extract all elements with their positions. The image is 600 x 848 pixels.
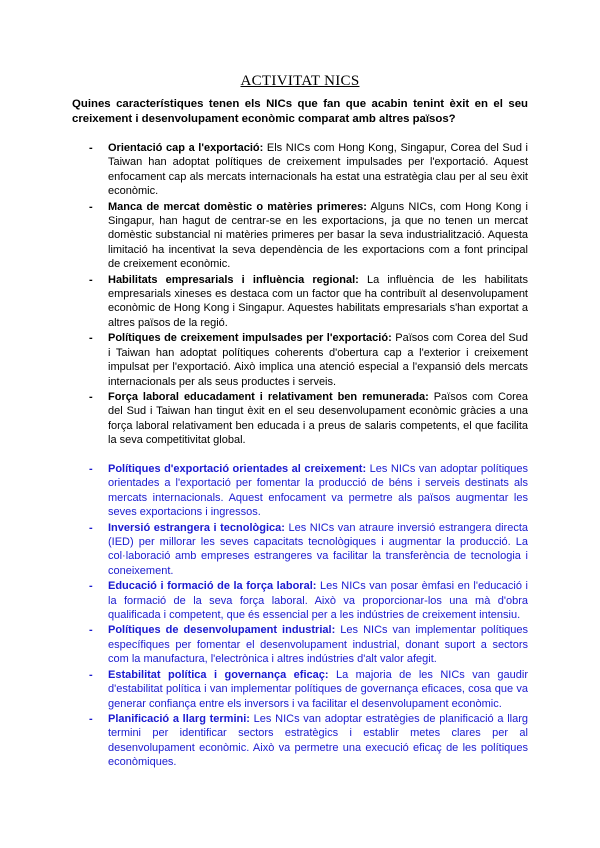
bullet-dash: - <box>89 624 93 637</box>
item-heading: Educació i formació de la força laboral: <box>108 580 317 593</box>
item-heading: Polítiques de desenvolupament industrial: <box>108 624 336 637</box>
list-item <box>72 273 528 331</box>
item-heading: Polítiques d'exportació orientades al creixement: <box>108 463 367 475</box>
item-heading: Orientació cap a l'exportació: <box>108 142 264 154</box>
list-item <box>72 141 528 199</box>
bullet-dash: - <box>89 142 93 154</box>
bullet-dash: - <box>89 273 93 286</box>
bullet-dash: - <box>89 521 93 534</box>
list-item <box>72 712 528 770</box>
list-item <box>72 668 528 711</box>
item-text: Països com Corea del Sud i Taiwan han tingut èxit en el seu desenvolupament econòmic gràcies a una força laboral relativament ben educada i a preus de salaris competents, el que facilita la seva competitivitat global. <box>108 390 528 447</box>
item-text: Els NICs com Hong Kong, Singapur, Corea del Sud i Taiwan han adoptat polítiques de creixement impulsades per l'exportació. Aquest enfocament cap als mercats internacionals ha estat una estratègia clau per al seu èxit econòmic. <box>108 142 529 198</box>
item-text: La majoria de les NICs van gaudir d'estabilitat política i van implementar polítiques de governança eficaces, cosa que va generar confiança entre els inversors i va facilitar el desenvolupament econòmic. <box>108 668 528 710</box>
item-text: Les NICs van atraure inversió estrangera directa (IED) per millorar les seves capacitats tecnològiques i augmentar la producció. La col·laboració amb empreses estrangeres va facilitar la transferència de tecnologia i coneixement. <box>108 521 529 577</box>
list-item <box>72 462 528 520</box>
list-item <box>72 200 528 272</box>
bullet-dash: - <box>89 463 93 475</box>
item-heading: Inversió estrangera i tecnològica: <box>108 521 285 534</box>
question-text: Quines característiques tenen els NICs que fan que acabin tenint èxit en el seu creixement i desenvolupament econòmic comparat amb altres països? <box>72 98 528 125</box>
list-item <box>72 331 528 389</box>
bullet-dash: - <box>89 332 93 345</box>
bullet-dash: - <box>89 668 93 681</box>
bullet-dash: - <box>89 200 93 213</box>
item-heading: Habilitats empresarials i influència regional: <box>108 273 359 286</box>
item-text: Les NICs van implementar polítiques específiques per fomentar el desenvolupament industrial, donant suport a sectors com la manufactura, l'electrònica i altres indústries d'alt valor afegit. <box>108 624 528 666</box>
list-item <box>72 579 528 622</box>
blue-characteristics-list <box>72 462 528 771</box>
item-heading: Manca de mercat domèstic o matèries primeres: <box>108 200 367 213</box>
bullet-dash: - <box>89 580 93 593</box>
document-title: ACTIVITAT NICS <box>240 73 360 89</box>
item-text: Les NICs van posar èmfasi en l'educació i la formació de la seva força laboral. Això va proporcionar-los una mà d'obra qualificada i competent, que és essencial per a les indústries de creixement intensiu. <box>108 580 528 622</box>
bullet-dash: - <box>89 712 93 725</box>
bullet-dash: - <box>89 390 93 403</box>
list-item <box>72 390 528 448</box>
characteristics-list <box>72 141 528 449</box>
item-text: Alguns NICs, com Hong Kong i Singapur, han hagut de centrar-se en les exportacions, ja que no tenen un mercat domèstic substancial ni matèries primeres per basar la seva industrialització. Aquesta limitació ha incentivat la seva dependència de les exportacions com a font principal de creixement econòmic. <box>108 200 528 271</box>
item-text: Les NICs van adoptar polítiques orientades a l'exportació per fomentar la producció de béns i serveis destinats als mercats internacionals. Aquest enfocament va permetre als països augmentar les seves exportacions i ingressos. <box>108 463 528 519</box>
list-item <box>72 623 528 666</box>
item-heading: Polítiques de creixement impulsades per l'exportació: <box>108 332 392 345</box>
item-heading: Força laboral educadament i relativament ben remunerada: <box>108 390 429 403</box>
item-text: Les NICs van adoptar estratègies de planificació a llarg termini per identificar sectors estratègics i establir metes clares per al desenvolupament econòmic. Això va permetre una execució eficaç de les polítiques econòmiques. <box>108 712 528 769</box>
item-heading: Planificació a llarg termini: <box>108 712 250 725</box>
item-text: Països com Corea del Sud i Taiwan han adoptat polítiques coherents d'obertura cap a l'exterior i creixement impulsat per l'exportació. Això implica una atenció especial a l'expansió dels mercats internacionals per als seus productes i serveis. <box>108 332 528 388</box>
list-item <box>72 521 528 579</box>
item-heading: Estabilitat política i governança eficaç: <box>108 668 329 681</box>
item-text: La influència de les habilitats empresarials xineses es destaca com un factor que ha contribuït al desenvolupament econòmic de Hong Kong i Singapur. Aquestes habilitats empresarials s'han exportat a altres països de la regió. <box>108 273 528 329</box>
